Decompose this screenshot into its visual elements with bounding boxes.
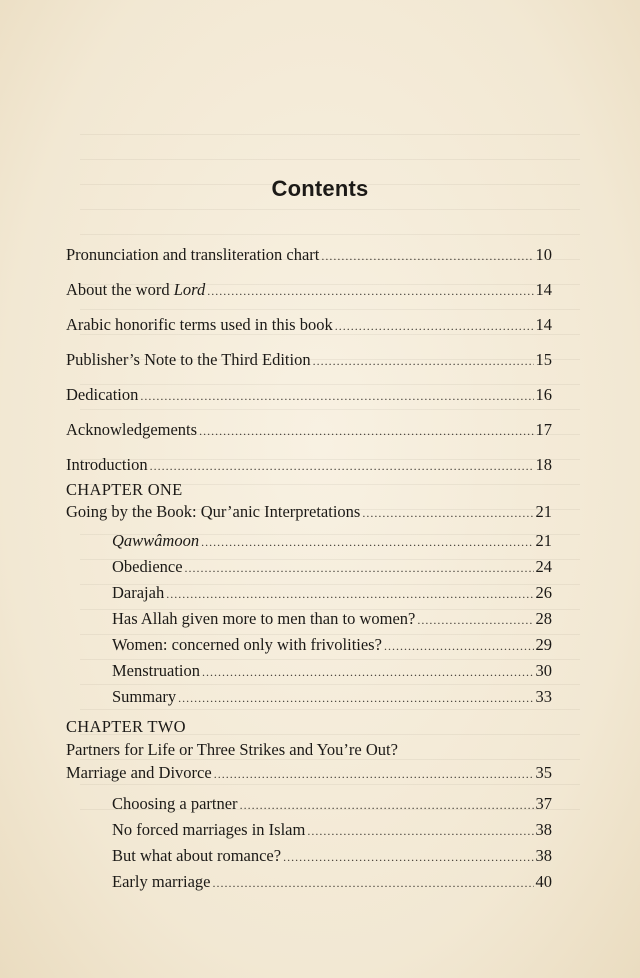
leader-dots <box>362 502 533 524</box>
page-title: Contents <box>271 176 369 201</box>
toc-entry-label: Arabic honorific terms used in this book <box>66 315 333 334</box>
toc-entry-label: Dedication <box>66 385 139 404</box>
chapter-title-entry[interactable] <box>66 501 552 524</box>
toc-entry[interactable] <box>66 279 552 302</box>
toc-entry[interactable] <box>66 454 552 477</box>
leader-dots <box>201 531 533 553</box>
leader-dots <box>199 420 533 442</box>
leader-dots <box>384 635 534 657</box>
toc-entry-page: 38 <box>535 820 552 839</box>
toc-entry-page: 15 <box>535 350 552 369</box>
toc-entry-label: But what about romance? <box>112 846 282 865</box>
toc-entry-page: 18 <box>535 455 552 474</box>
toc-entry-page: 28 <box>535 609 552 628</box>
toc-entry[interactable] <box>66 244 552 267</box>
leader-dots <box>214 763 534 785</box>
toc-entry-page: 10 <box>535 245 552 264</box>
toc-entry-page: 35 <box>535 763 552 782</box>
leader-dots <box>166 583 533 605</box>
toc-entry-page: 14 <box>535 315 552 334</box>
chapter-title-line[interactable]: Partners for Life or Three Strikes and You’re Out? <box>66 740 398 759</box>
toc-subentry[interactable] <box>66 819 552 842</box>
toc-entry-label: Menstruation <box>112 661 200 680</box>
toc-entry-page: 17 <box>535 420 552 439</box>
toc-entry-label: Has Allah given more to men than to women? <box>112 609 416 628</box>
toc-subentry[interactable] <box>66 582 552 605</box>
toc-entry-page: 21 <box>535 502 552 521</box>
toc-entry-label: Choosing a partner <box>112 794 238 813</box>
toc-subentry[interactable] <box>66 634 552 657</box>
leader-dots <box>212 872 533 894</box>
toc-entry[interactable] <box>66 314 552 337</box>
leader-dots <box>202 661 534 683</box>
table-of-contents <box>66 244 552 894</box>
toc-entry-page: 21 <box>535 531 552 550</box>
toc-entry-label: Summary <box>112 687 177 706</box>
leader-dots <box>283 846 533 868</box>
chapter-heading: CHAPTER TWO <box>66 717 186 736</box>
toc-entry-page: 24 <box>535 557 552 576</box>
toc-entry-page: 30 <box>535 661 552 680</box>
toc-entry-page: 26 <box>535 583 552 602</box>
toc-entry[interactable] <box>66 349 552 372</box>
leader-dots <box>207 280 533 302</box>
toc-entry-label: Acknowledgements <box>66 420 198 439</box>
toc-entry-label: Obedience <box>112 557 183 576</box>
leader-dots <box>140 385 533 407</box>
leader-dots <box>417 609 533 631</box>
toc-entry-page: 16 <box>535 385 552 404</box>
toc-entry-page: 38 <box>535 846 552 865</box>
toc-entry-label: Women: concerned only with frivolities? <box>112 635 382 654</box>
leader-dots <box>185 557 534 579</box>
leader-dots <box>335 315 534 337</box>
toc-entry-page: 29 <box>535 635 552 654</box>
toc-entry-label: Qawwâmoon <box>112 531 200 550</box>
leader-dots <box>178 687 533 709</box>
toc-entry-label: Publisher’s Note to the Third Edition <box>66 350 311 369</box>
toc-subentry[interactable] <box>66 556 552 579</box>
toc-entry-page: 37 <box>535 794 552 813</box>
toc-entry-label: Marriage and Divorce <box>66 763 212 782</box>
leader-dots <box>150 455 534 477</box>
toc-subentry[interactable] <box>66 686 552 709</box>
toc-subentry[interactable] <box>66 871 552 894</box>
leader-dots <box>307 820 533 842</box>
toc-entry-label: Going by the Book: Qur’anic Interpretations <box>66 502 361 521</box>
toc-entry-page: 14 <box>535 280 552 299</box>
toc-entry[interactable] <box>66 384 552 407</box>
toc-entry-label: Introduction <box>66 455 148 474</box>
toc-entry-page: 33 <box>535 687 552 706</box>
toc-subentry[interactable] <box>66 608 552 631</box>
toc-entry-label: Darajah <box>112 583 165 602</box>
toc-entry-label: No forced marriages in Islam <box>112 820 306 839</box>
toc-entry-label: About the word Lord <box>66 280 206 299</box>
leader-dots <box>240 794 534 816</box>
toc-entry-page: 40 <box>535 872 552 891</box>
toc-entry[interactable] <box>66 419 552 442</box>
toc-subentry[interactable] <box>66 845 552 868</box>
toc-entry-label: Early marriage <box>112 872 211 891</box>
toc-subentry[interactable] <box>66 530 552 553</box>
leader-dots <box>313 350 534 372</box>
toc-entry-label: Pronunciation and transliteration chart <box>66 245 320 264</box>
toc-subentry[interactable] <box>66 660 552 683</box>
toc-subentry[interactable] <box>66 793 552 816</box>
chapter-heading: CHAPTER ONE <box>66 480 183 499</box>
chapter-title-entry[interactable] <box>66 762 552 785</box>
leader-dots <box>321 245 533 267</box>
